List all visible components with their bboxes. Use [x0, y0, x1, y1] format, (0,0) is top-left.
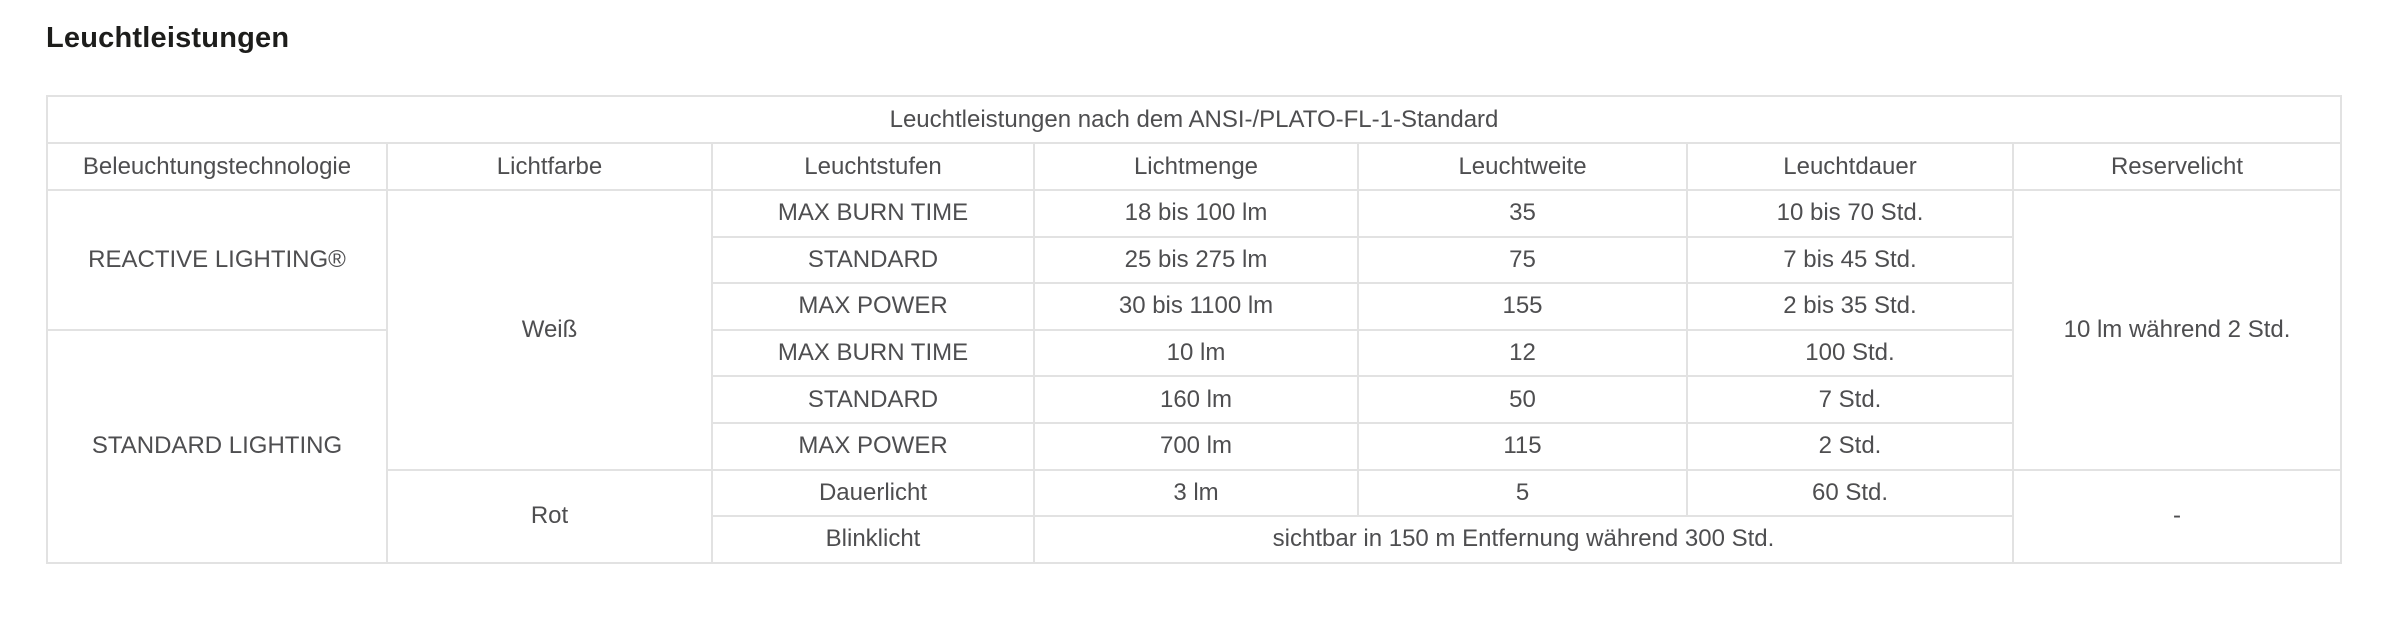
table-row: [47, 470, 2341, 517]
cell-duration: 10 bis 70 Std.: [1687, 190, 2013, 237]
cell-lumens: 3 lm: [1034, 470, 1358, 517]
light-performance-table: [46, 95, 2342, 564]
cell-level: MAX POWER: [712, 283, 1034, 330]
cell-distance: 75: [1358, 237, 1687, 284]
cell-light-color-white: Weiß: [387, 190, 712, 470]
cell-reserve-light-red: -: [2013, 470, 2341, 563]
cell-distance: 35: [1358, 190, 1687, 237]
cell-level: Blinklicht: [712, 516, 1034, 563]
table-caption: Leuchtleistungen nach dem ANSI-/PLATO-FL-1-Standard: [47, 96, 2341, 143]
cell-distance: 5: [1358, 470, 1687, 517]
cell-distance: 155: [1358, 283, 1687, 330]
cell-duration: 7 Std.: [1687, 376, 2013, 423]
cell-duration: 60 Std.: [1687, 470, 2013, 517]
column-header-reserve-light: Reservelicht: [2013, 143, 2341, 190]
table-caption-row: [47, 96, 2341, 143]
cell-reserve-light-white: 10 lm während 2 Std.: [2013, 190, 2341, 470]
cell-distance: 115: [1358, 423, 1687, 470]
cell-lumens: 10 lm: [1034, 330, 1358, 377]
cell-duration: 7 bis 45 Std.: [1687, 237, 2013, 284]
column-header-light-color: Lichtfarbe: [387, 143, 712, 190]
cell-level: STANDARD: [712, 237, 1034, 284]
column-header-light-distance: Leuchtweite: [1358, 143, 1687, 190]
cell-duration: 2 bis 35 Std.: [1687, 283, 2013, 330]
column-header-light-levels: Leuchtstufen: [712, 143, 1034, 190]
cell-lumens: 18 bis 100 lm: [1034, 190, 1358, 237]
cell-lumens: 160 lm: [1034, 376, 1358, 423]
table-row: [47, 190, 2341, 237]
cell-lumens: 25 bis 275 lm: [1034, 237, 1358, 284]
page-title: Leuchtleistungen: [46, 22, 290, 54]
cell-distance: 12: [1358, 330, 1687, 377]
cell-blink-visibility: sichtbar in 150 m Entfernung während 300 Std.: [1034, 516, 2013, 563]
cell-lumens: 700 lm: [1034, 423, 1358, 470]
cell-light-color-red: Rot: [387, 470, 712, 563]
column-header-light-quantity: Lichtmenge: [1034, 143, 1358, 190]
cell-level: Dauerlicht: [712, 470, 1034, 517]
cell-technology-reactive: REACTIVE LIGHTING®: [47, 190, 387, 330]
column-header-technology: Beleuchtungstechnologie: [47, 143, 387, 190]
cell-level: STANDARD: [712, 376, 1034, 423]
cell-level: MAX BURN TIME: [712, 330, 1034, 377]
cell-duration: 2 Std.: [1687, 423, 2013, 470]
cell-duration: 100 Std.: [1687, 330, 2013, 377]
cell-level: MAX POWER: [712, 423, 1034, 470]
cell-distance: 50: [1358, 376, 1687, 423]
cell-level: MAX BURN TIME: [712, 190, 1034, 237]
table-header-row: [47, 143, 2341, 190]
cell-lumens: 30 bis 1100 lm: [1034, 283, 1358, 330]
column-header-burn-time: Leuchtdauer: [1687, 143, 2013, 190]
cell-technology-standard: STANDARD LIGHTING: [47, 330, 387, 563]
